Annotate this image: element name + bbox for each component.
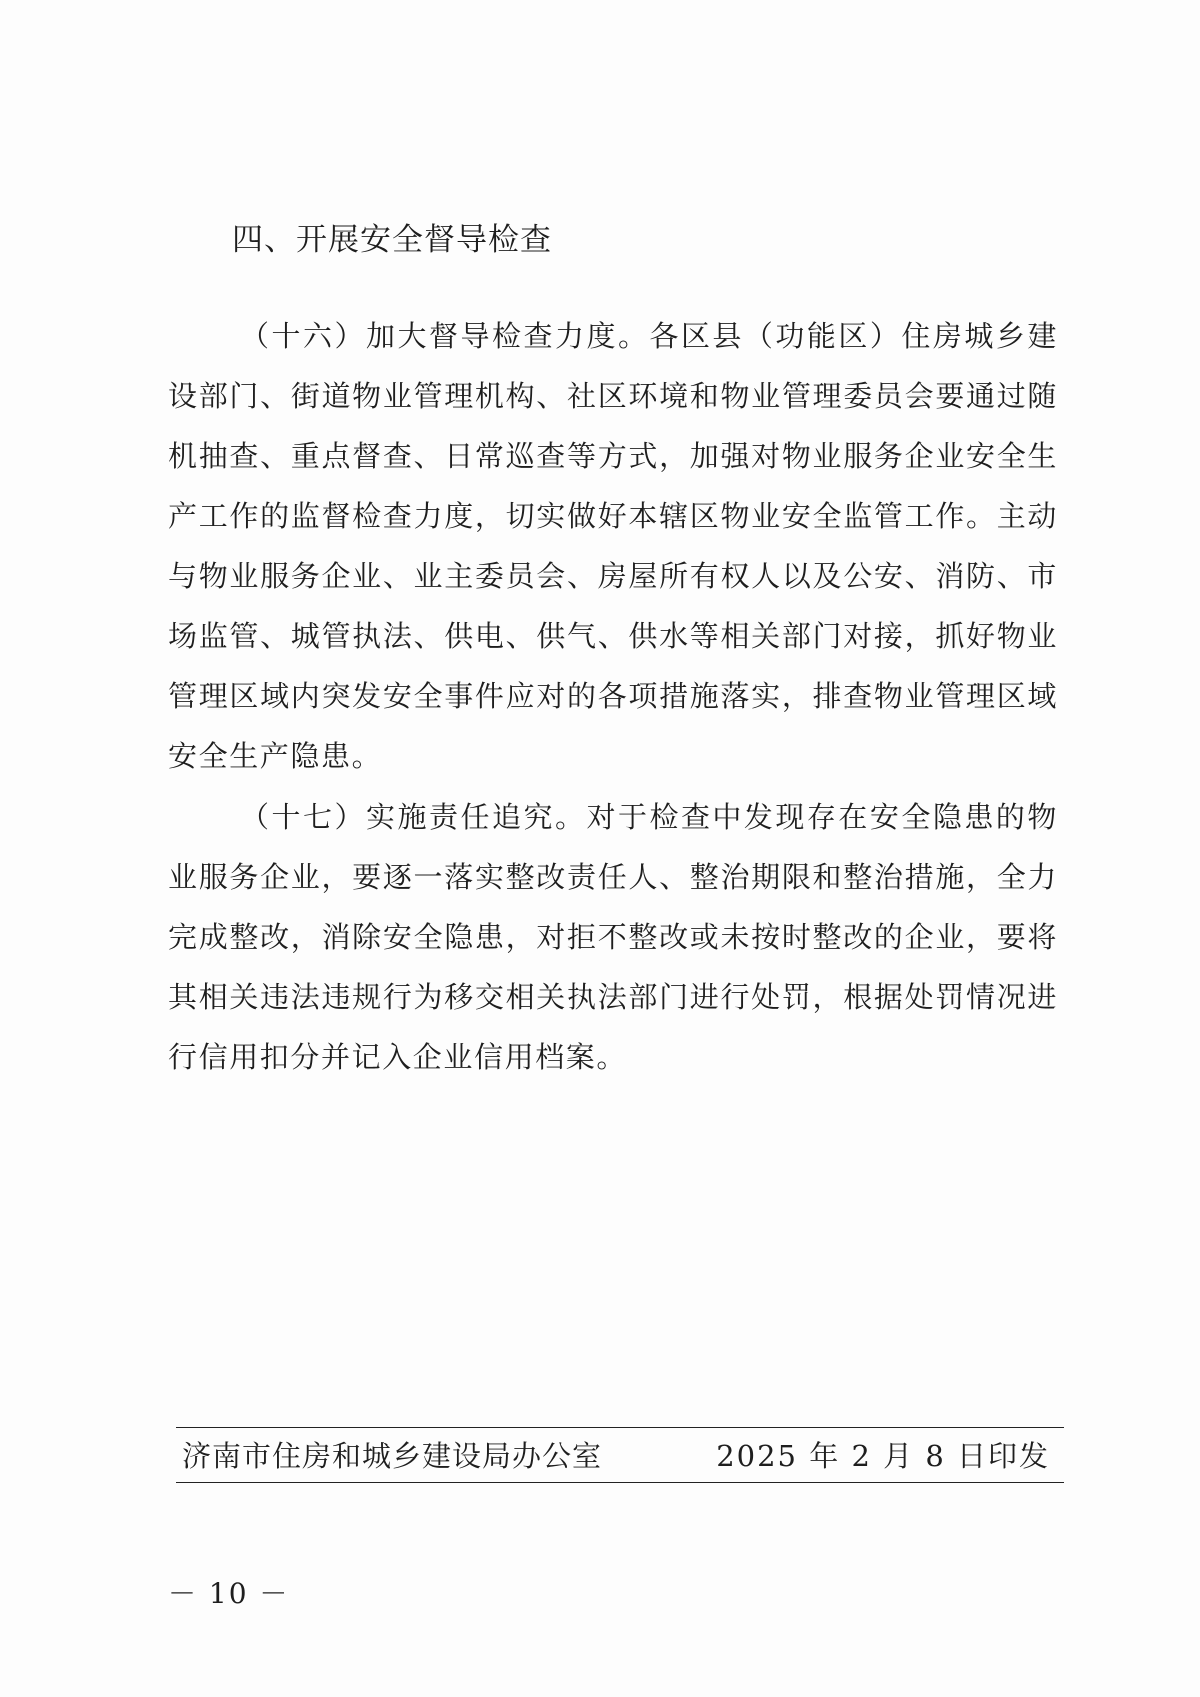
paragraph-16: （十六）加大督导检查力度。各区县（功能区）住房城乡建设部门、街道物业管理机构、社区环境和物业管理委员会要通过随机抽查、重点督查、日常巡查等方式，加强对物业服务企业安全生产工作的监督检查力度，切实做好本辖区物业安全监管工作。主动与物业服务企业、业主委员会、房屋所有权人以及公安、消防、市场监管、城管执法、供电、供气、供水等相关部门对接，抓好物业管理区域内突发安全事件应对的各项措施落实，排查物业管理区域安全生产隐患。 — [168, 319, 1058, 773]
paragraph-17: （十七）实施责任追究。对于检查中发现存在安全隐患的物业服务企业，要逐一落实整改责任人、整治期限和整治措施，全力完成整改，消除安全隐患，对拒不整改或未按时整改的企业，要将其相关违法违规行为移交相关执法部门进行处罚，根据处罚情况进行信用扣分并记入企业信用档案。 — [168, 800, 1058, 1074]
footer-bottom-rule — [176, 1482, 1064, 1483]
footer-top-rule — [176, 1427, 1064, 1428]
issuer-name: 济南市住房和城乡建设局办公室 — [182, 1439, 603, 1473]
issue-date: 2025 年 2 月 8 日印发 — [716, 1439, 1050, 1473]
page-number: － 10 － — [168, 1577, 290, 1610]
section-heading: 四、开展安全督导检查 — [232, 222, 552, 258]
